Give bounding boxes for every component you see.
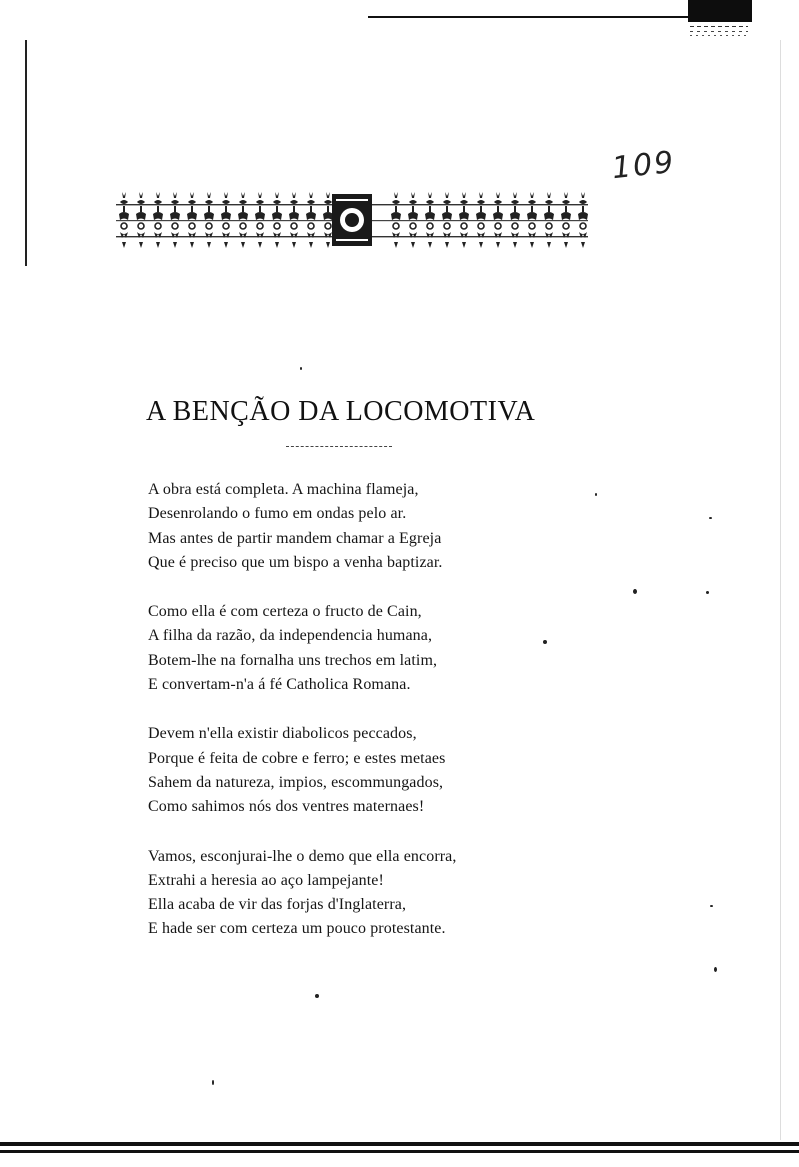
poem-line: Botem-lhe na fornalha uns trechos em latim, bbox=[148, 651, 438, 669]
poem-line: Como sahimos nós dos ventres maternaes! bbox=[148, 798, 425, 816]
speck bbox=[709, 517, 712, 519]
stanza bbox=[148, 478, 568, 575]
speck bbox=[633, 589, 637, 594]
poem-line: Mas antes de partir mandem chamar a Egreja bbox=[148, 529, 442, 547]
title-divider bbox=[286, 446, 392, 448]
speck bbox=[300, 367, 302, 370]
poem-line: Devem n'ella existir diabolicos peccados, bbox=[148, 725, 417, 743]
poem-line: Como ella é com certeza o fructo de Cain, bbox=[148, 603, 422, 621]
stanza bbox=[148, 722, 568, 819]
speck bbox=[315, 994, 319, 998]
poem-line: Extrahi a heresia ao aço lampejante! bbox=[148, 871, 384, 889]
poem-line: E convertam-n'a á fé Catholica Romana. bbox=[148, 676, 411, 694]
poem-line: A obra está completa. A machina flameja, bbox=[148, 481, 419, 498]
page-number: 109 bbox=[610, 144, 677, 187]
poem-line: Que é preciso que um bispo a venha baptizar. bbox=[148, 553, 443, 571]
poem-body bbox=[148, 478, 568, 967]
stanza bbox=[148, 845, 568, 942]
poem-title: A BENÇÃO DA LOCOMOTIVA bbox=[146, 396, 536, 427]
poem-line: A filha da razão, da independencia humana, bbox=[148, 627, 433, 645]
scan-corner-marks bbox=[690, 24, 748, 36]
scan-corner-block bbox=[688, 0, 752, 22]
scan-top-rule bbox=[368, 16, 688, 18]
speck bbox=[595, 493, 597, 496]
poem-line: Porque é feita de cobre e ferro; e estes metaes bbox=[148, 749, 446, 767]
ornament-header bbox=[116, 190, 588, 250]
poem-line: Desenrolando o fumo em ondas pelo ar. bbox=[148, 505, 407, 523]
poem-line: E hade ser com certeza um pouco protestante. bbox=[148, 920, 446, 938]
poem-line: Sahem da natureza, impios, escommungados, bbox=[148, 773, 444, 791]
speck bbox=[710, 905, 713, 907]
speck bbox=[706, 591, 709, 594]
speck bbox=[212, 1080, 214, 1085]
poem-line: Vamos, esconjurai-lhe o demo que ella encorra, bbox=[148, 847, 457, 865]
scan-right-edge bbox=[780, 40, 781, 1140]
speck bbox=[714, 967, 717, 972]
scan-left-edge bbox=[25, 40, 27, 266]
stanza bbox=[148, 600, 568, 697]
scan-bottom-edge bbox=[0, 1140, 799, 1167]
poem-line: Ella acaba de vir das forjas d'Inglaterra, bbox=[148, 896, 407, 914]
